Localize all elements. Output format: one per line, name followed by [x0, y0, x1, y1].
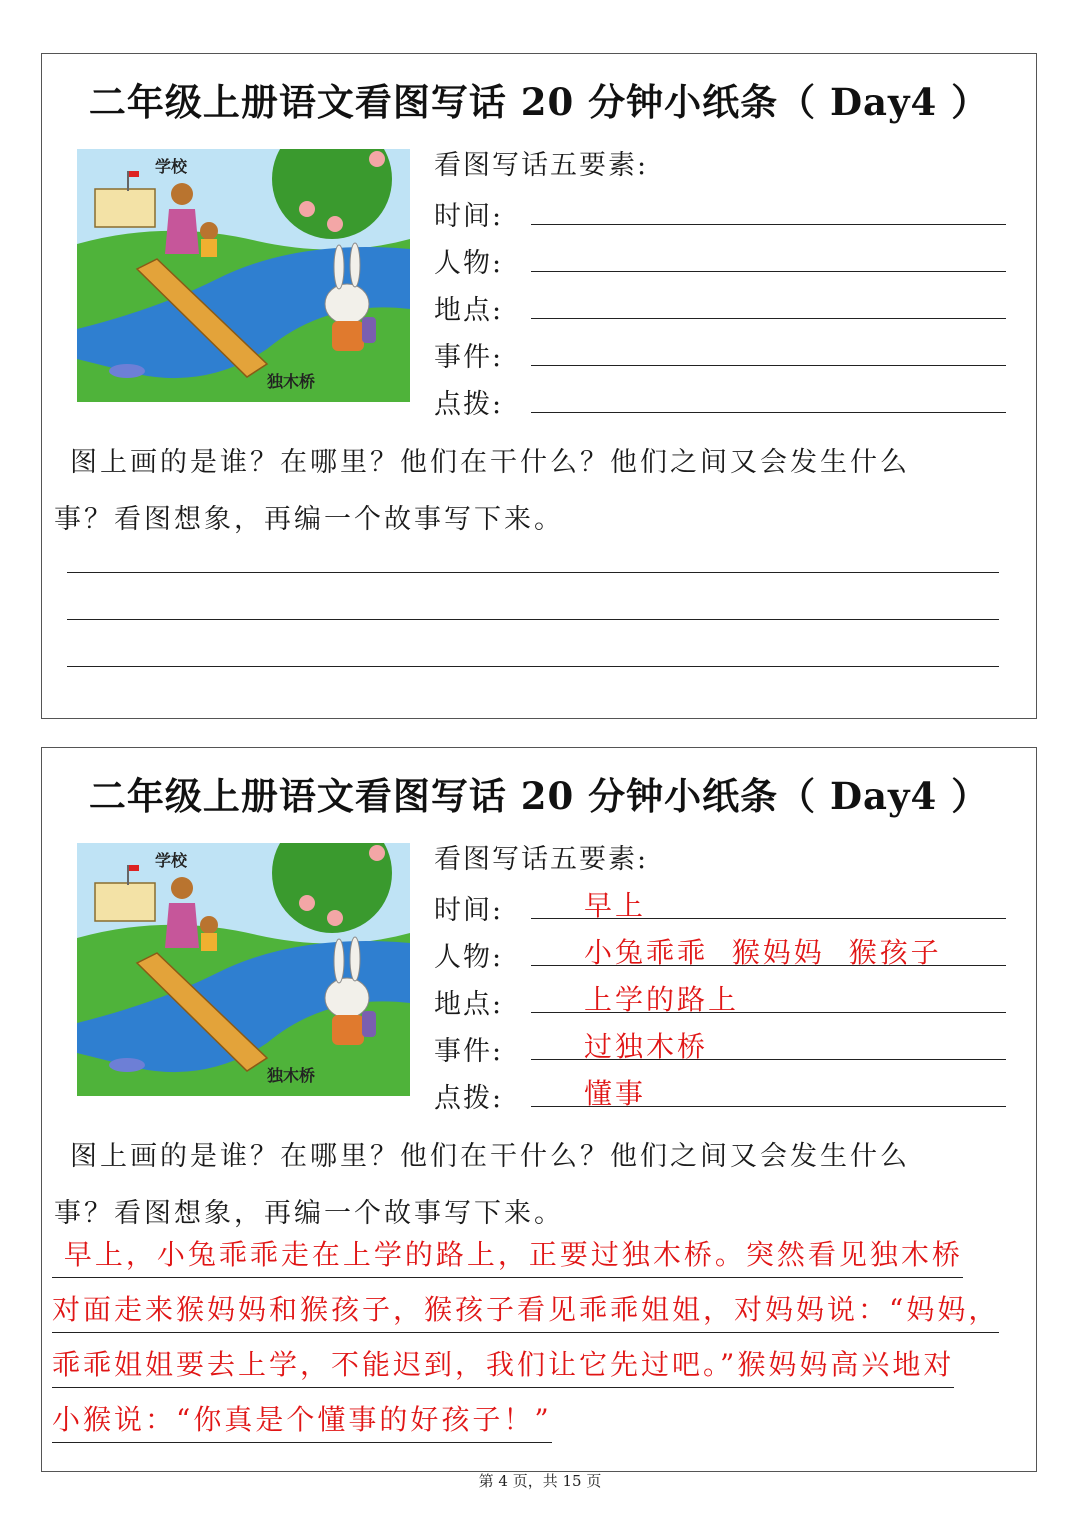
answer-blank[interactable]	[531, 271, 1006, 272]
prompt-line: 图上画的是谁？在哪里？他们在干什么？他们之间又会发生什么	[70, 1141, 910, 1172]
element-row-event	[434, 1023, 1014, 1070]
story-line-text: 对面走来猴妈妈和猴孩子，猴孩子看见乖乖姐姐，对妈妈说：“妈妈，	[52, 1290, 999, 1333]
story-line-text: 小猴说：“你真是个懂事的好孩子！”	[52, 1400, 552, 1443]
element-answer: 上学的路上	[584, 983, 740, 1016]
element-label: 点拨:	[434, 389, 504, 420]
element-label: 事件:	[434, 1036, 504, 1067]
writing-line[interactable]	[67, 572, 999, 573]
element-label: 时间:	[434, 895, 504, 926]
school-label: 学校	[155, 851, 188, 870]
element-row-place	[434, 282, 1014, 329]
element-label: 人物:	[434, 248, 504, 279]
prompt-line: 图上画的是谁？在哪里？他们在干什么？他们之间又会发生什么	[70, 447, 910, 478]
element-row-characters	[434, 929, 1014, 976]
writing-line[interactable]	[67, 666, 999, 667]
story-line	[52, 1235, 1032, 1290]
five-elements	[434, 838, 1014, 1117]
worksheet-title: 二年级上册语文看图写话 20 分钟小纸条（ Day4 ）	[88, 80, 990, 124]
five-elements	[434, 144, 1014, 423]
writing-prompt	[54, 1128, 1014, 1242]
page-number: 第 4 页，共 15 页	[478, 1472, 602, 1490]
writing-prompt	[54, 434, 1014, 548]
answer-blank[interactable]	[531, 318, 1006, 319]
element-row-hint	[434, 376, 1014, 423]
bridge-label: 独木桥	[267, 372, 316, 391]
story-line	[52, 1400, 1032, 1455]
answer-blank[interactable]	[531, 412, 1006, 413]
element-label: 人物:	[434, 942, 504, 973]
answer-blank[interactable]	[531, 365, 1006, 366]
story-line	[52, 1345, 1032, 1400]
element-label: 地点:	[434, 989, 504, 1020]
writing-line[interactable]	[67, 619, 999, 620]
story-line-text: 早上，小兔乖乖走在上学的路上，正要过独木桥。突然看见独木桥	[52, 1235, 963, 1278]
element-label: 点拨:	[434, 1083, 504, 1114]
element-answer: 懂事	[584, 1077, 647, 1110]
worksheet-card-blank	[41, 53, 1037, 719]
five-elements-heading: 看图写话五要素:	[434, 150, 649, 181]
element-answer: 过独木桥	[584, 1030, 709, 1063]
element-row-place	[434, 976, 1014, 1023]
element-answer: 早上	[584, 889, 647, 922]
story-line-text: 乖乖姐姐要去上学，不能迟到，我们让它先过吧。”猴妈妈高兴地对	[52, 1345, 954, 1388]
worksheet-card-answers	[41, 747, 1037, 1472]
element-label: 时间:	[434, 201, 504, 232]
story-illustration	[77, 149, 410, 402]
story-illustration	[77, 843, 410, 1096]
school-label: 学校	[155, 157, 188, 176]
story-line	[52, 1290, 1032, 1345]
element-row-time	[434, 188, 1014, 235]
element-row-characters	[434, 235, 1014, 282]
element-row-event	[434, 329, 1014, 376]
prompt-line: 事？看图想象，再编一个故事写下来。	[54, 504, 564, 535]
prompt-line: 事？看图想象，再编一个故事写下来。	[54, 1198, 564, 1229]
five-elements-heading: 看图写话五要素:	[434, 844, 649, 875]
answer-blank[interactable]	[531, 224, 1006, 225]
element-answer: 小兔乖乖 猴妈妈 猴孩子	[584, 936, 942, 969]
element-label: 地点:	[434, 295, 504, 326]
element-row-time	[434, 882, 1014, 929]
worksheet-title: 二年级上册语文看图写话 20 分钟小纸条（ Day4 ）	[88, 774, 990, 818]
element-label: 事件:	[434, 342, 504, 373]
sample-story	[52, 1235, 1032, 1455]
element-row-hint	[434, 1070, 1014, 1117]
bridge-label: 独木桥	[267, 1066, 316, 1085]
